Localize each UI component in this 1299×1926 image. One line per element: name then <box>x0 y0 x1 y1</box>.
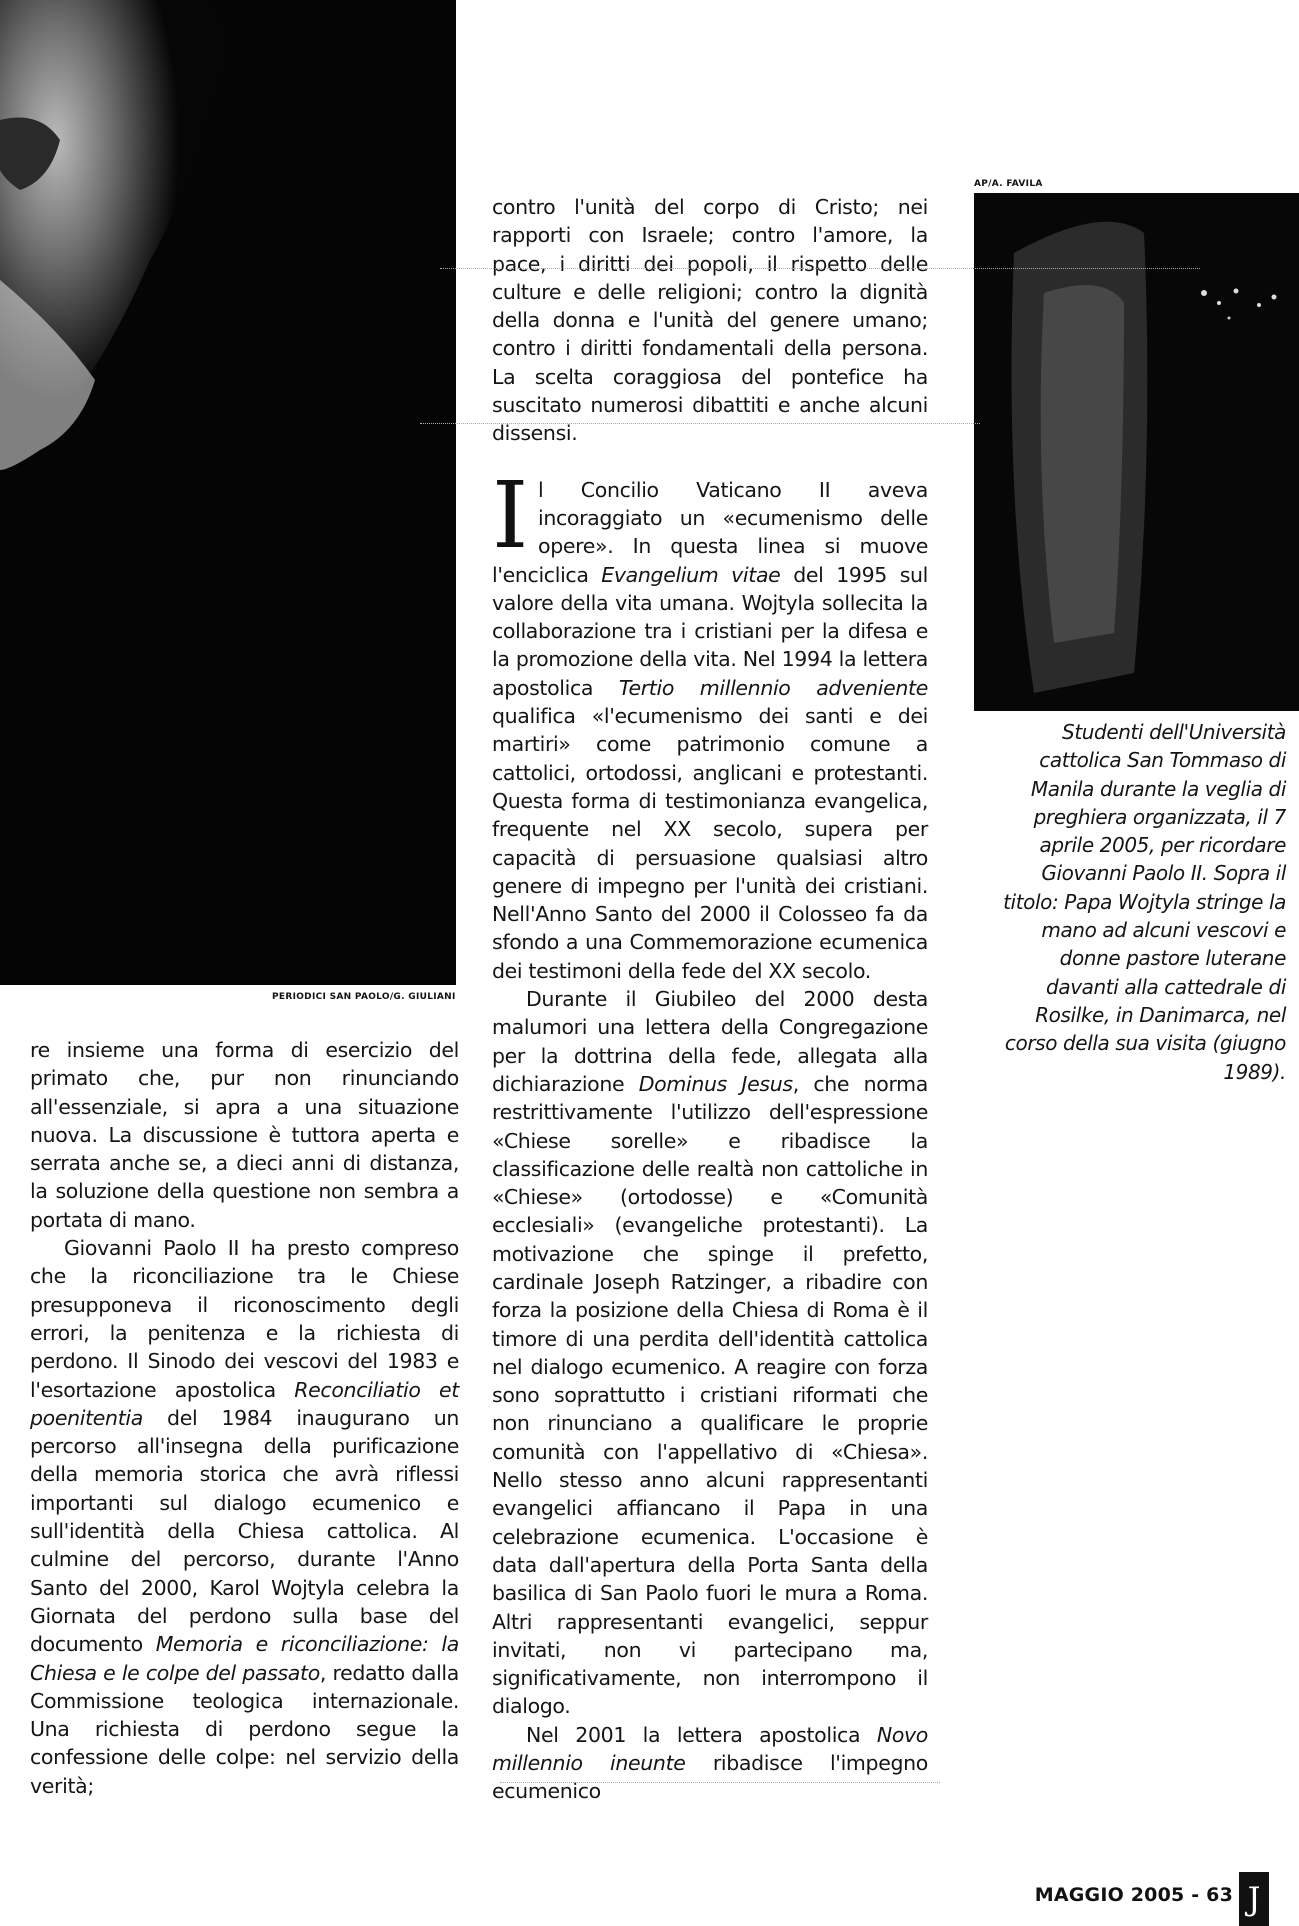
photo-caption: Studenti dell'Università cattolica San Tommaso di Manila durante la veglia di preghiera organizzata, il 7 aprile 2005, per ricordare Giovanni Paolo II. Sopra il titolo: Papa Wojtyla stringe la mano ad alcuni vescovi e donne pastore luterane davanti alla cattedrale di Rosilke, in Danimarca, nel corso della sua visita (giugno 1989). <box>1003 720 1286 1084</box>
scan-line <box>440 268 1200 269</box>
photo-credit-left: PERIODICI SAN PAOLO/G. GIULIANI <box>272 992 456 1002</box>
paragraph: re insieme una forma di esercizio del primato che, pur non rinunciando all'essenziale, si apra a una situazione nuova. La discussione è tuttora aperta e serrata anche se, a dieci anni di distanza, la soluzione della questione non sembra a portata di mano. <box>30 1038 459 1232</box>
issue-page-number: MAGGIO 2005 - 63 <box>1034 1884 1233 1906</box>
paragraph: Giovanni Paolo II ha presto compreso che la riconciliazione tra le Chiese presupponeva il riconoscimento degli errori, la penitenza e la richiesta di perdono. Il Sinodo dei vescovi del 1983 e l'esortazione apostolica Reconciliatio et poenitentia del 1984 inaugurano un percorso all'insegna della purificazione della memoria storica che avrà riflessi importanti sul dialogo ecumenico e sull'identità della Chiesa cattolica. Al culmine del percorso, durante l'Anno Santo del 2000, Karol Wojtyla celebra la Giornata del perdono sulla base del documento Memoria e riconciliazione: la Chiesa e le colpe del passato, redatto dalla Commissione teologica internazionale. Una richiesta di perdono segue la confessione delle colpe: nel servizio della verità; <box>30 1236 459 1798</box>
paragraph: Nel 2001 la lettera apostolica Novo millennio ineunte ribadisce l'impegno ecumenico <box>492 1722 928 1804</box>
text-column-left <box>30 1036 459 1800</box>
magazine-logo: J <box>1239 1872 1269 1926</box>
photo-manila-vigil <box>974 193 1299 711</box>
photo-pope-portrait-image <box>0 0 456 985</box>
paragraph: Il Concilio Vaticano II aveva incoraggiato un «ecumenismo delle opere». In questa linea si muove l'enciclica Evangelium vitae del 1995 sul valore della vita umana. Wojtyla sollecita la collaborazione tra i cristiani per la difesa e la promozione della vita. Nel 1994 la lettera apostolica Tertio millennio adveniente qualifica «l'ecumenismo dei santi e dei martiri» come patrimonio comune a cattolici, ortodossi, anglicani e protestanti. Questa forma di testimonianza evangelica, frequente nel XX secolo, supera per capacità di persuasione qualsiasi altro genere di impegno per l'unità dei cristiani. Nell'Anno Santo del 2000 il Colosseo fa da sfondo a una Commemorazione ecumenica dei testimoni della fede del XX secolo. <box>492 461 929 983</box>
page-footer <box>1035 1864 1269 1926</box>
photo-credit-right: AP/A. FAVILA <box>974 179 1043 189</box>
scan-line <box>500 1782 940 1783</box>
scan-line <box>420 423 980 424</box>
photo-pope-portrait <box>0 0 456 985</box>
paragraph: contro l'unità del corpo di Cristo; nei rapporti con Israele; contro l'amore, la pace, i diritti dei popoli, il rispetto delle culture e delle religioni; contro la dignità della donna e l'unità del genere umano; contro i diritti fondamentali della persona. La scelta coraggiosa del pontefice ha suscitato numerosi dibattiti e anche alcuni dissensi. <box>492 195 928 446</box>
photo-manila-vigil-image <box>974 193 1299 711</box>
paragraph: Durante il Giubileo del 2000 desta malumori una lettera della Congregazione per la dottrina della fede, allegata alla dichiarazione Dominus Jesus, che norma restrittivamente l'utilizzo dell'espressione «Chiese sorelle» e ribadisce la classificazione delle realtà non cattoliche in «Chiese» (ortodosse) e «Comunità ecclesiali» (evangeliche protestanti). La motivazione che spinge il prefetto, cardinale Joseph Ratzinger, a ribadire con forza la posizione della Chiesa di Roma è il timore di una perdita dell'identità cattolica nel dialogo ecumenico. A reagire con forza sono soprattutto i cristiani riformati che non rinunciano a qualificare le proprie comunità con l'appellativo di «Chiesa». Nello stesso anno alcuni rappresentanti evangelici affiancano il Papa in una celebrazione ecumenica. L'occasione è data dall'apertura della Porta Santa della basilica di San Paolo fuori le mura a Roma. Altri rappresentanti evangelici, seppur invitati, non vi partecipano ma, significativamente, non interrompono il dialogo. <box>492 987 928 1719</box>
drop-cap: I <box>492 461 528 569</box>
text-column-middle <box>492 193 928 1806</box>
